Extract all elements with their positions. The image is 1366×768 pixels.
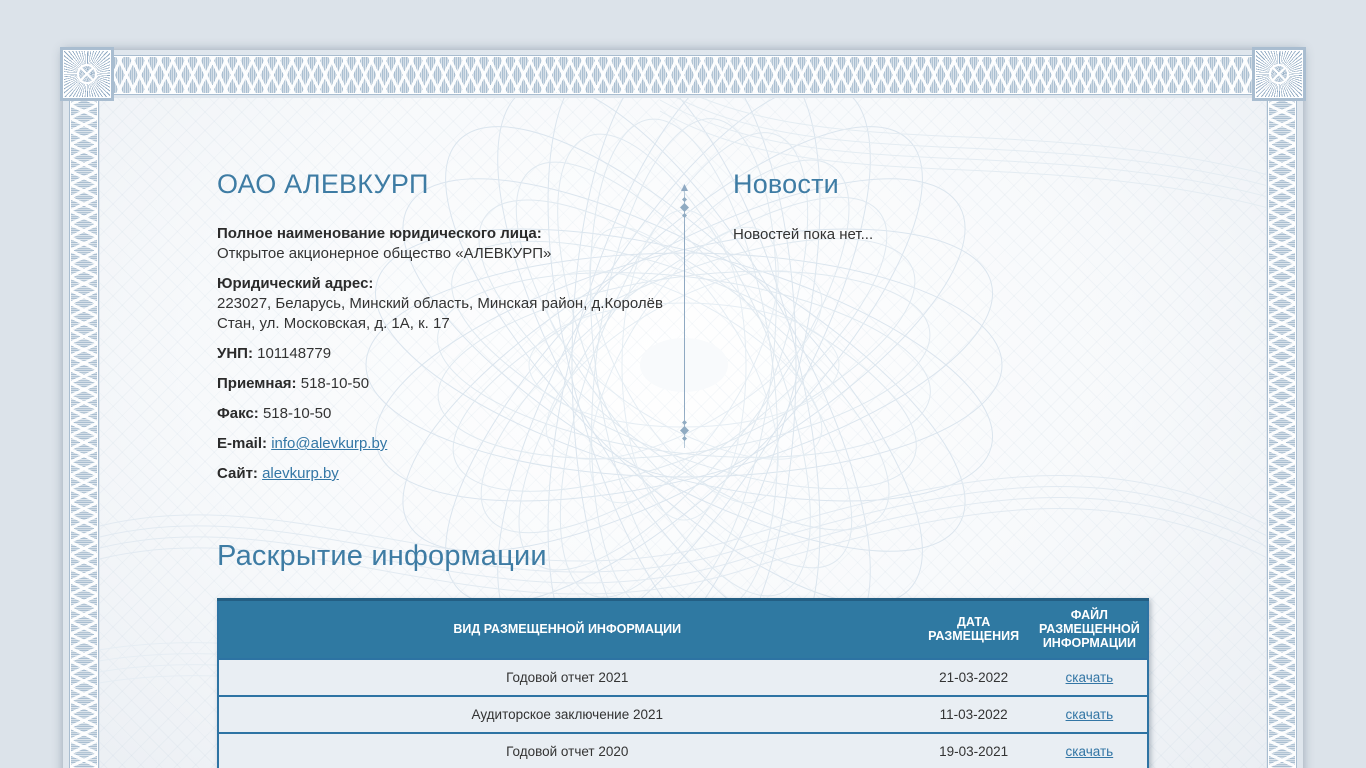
row-file-cell	[1032, 733, 1148, 768]
email-link[interactable]: info@alevkurp.by	[271, 435, 388, 452]
field-label: Факс:	[217, 405, 259, 422]
disclosure-table	[217, 598, 1149, 768]
disclosure-table-body	[218, 659, 1148, 768]
corner-rosette-top-right	[1255, 50, 1303, 98]
col-header-file: ФАЙЛ РАЗМЕЩЕННОЙ ИНФОРМАЦИИ	[1032, 600, 1148, 659]
col-header-date: ДАТА РАЗМЕЩЕНИЯ	[916, 600, 1032, 659]
row-file-cell	[1032, 659, 1148, 696]
download-link[interactable]: скачать	[1065, 743, 1114, 759]
news-empty-message: Новостей пока нет...	[733, 226, 874, 243]
info-field-fax: Факс: 518-10-50	[217, 405, 332, 422]
frame-band-right	[1268, 96, 1296, 768]
disclosure-section-title: Раскрытие информации	[217, 540, 547, 572]
info-field-reception-phone: Приемная: 518-10-50	[217, 375, 370, 392]
company-title: ОАО АЛЕВКУРП	[217, 169, 429, 199]
info-field-legal-address: Юридический адрес: 223027, Беларусь, Минский область, Минская район, д.Королёв Стан, ул. Московская, д. 1А, к. 17	[217, 275, 663, 332]
field-label: Приемная:	[217, 375, 297, 392]
frame-band-top	[109, 56, 1257, 94]
table-row	[218, 659, 1148, 696]
row-date: 11-03-2022	[916, 696, 1032, 733]
col-header-info-type: ВИД РАЗМЕЩЕННОЙ ИНФОРМАЦИИ	[218, 600, 916, 659]
table-row	[218, 696, 1148, 733]
download-link[interactable]: скачать	[1065, 669, 1114, 685]
row-info-type: Аудиторское заключение 2021	[218, 696, 916, 733]
table-row	[218, 733, 1148, 768]
corner-rosette-top-left	[63, 50, 111, 98]
certificate-frame	[63, 50, 1303, 768]
website-link[interactable]: alevkurp.by	[262, 465, 339, 482]
news-section-title: Новости	[733, 169, 839, 199]
row-date: 19-03-2021	[916, 733, 1032, 768]
download-link[interactable]: скачать	[1065, 706, 1114, 722]
frame-band-left	[70, 96, 98, 768]
row-info-type: Годовой отчет 2020	[218, 733, 916, 768]
info-field-website	[217, 464, 667, 484]
row-info-type: Годовой отчет 2021	[218, 659, 916, 696]
rosette-circle-x-motif	[1269, 64, 1289, 84]
field-label: Полное наименование юридического лица:	[217, 225, 542, 242]
company-info-list	[217, 224, 667, 494]
field-label: E-mail:	[217, 435, 268, 452]
table-header-row	[218, 600, 1148, 659]
rosette-circle-x-motif	[77, 64, 97, 84]
page-canvas	[100, 98, 1266, 768]
field-label: УНП:	[217, 345, 253, 362]
row-file-cell	[1032, 696, 1148, 733]
field-label: Сайт:	[217, 465, 258, 482]
field-label: Юридический адрес:	[217, 275, 374, 292]
info-field-full-legal-name: Полное наименование юридического лица: Открытое акционерное общество «АЛЕВКУРП»	[217, 225, 552, 262]
info-field-email	[217, 434, 667, 454]
info-field-unp: УНП: 101148779	[217, 345, 332, 362]
row-date: 21-03-2022	[916, 659, 1032, 696]
